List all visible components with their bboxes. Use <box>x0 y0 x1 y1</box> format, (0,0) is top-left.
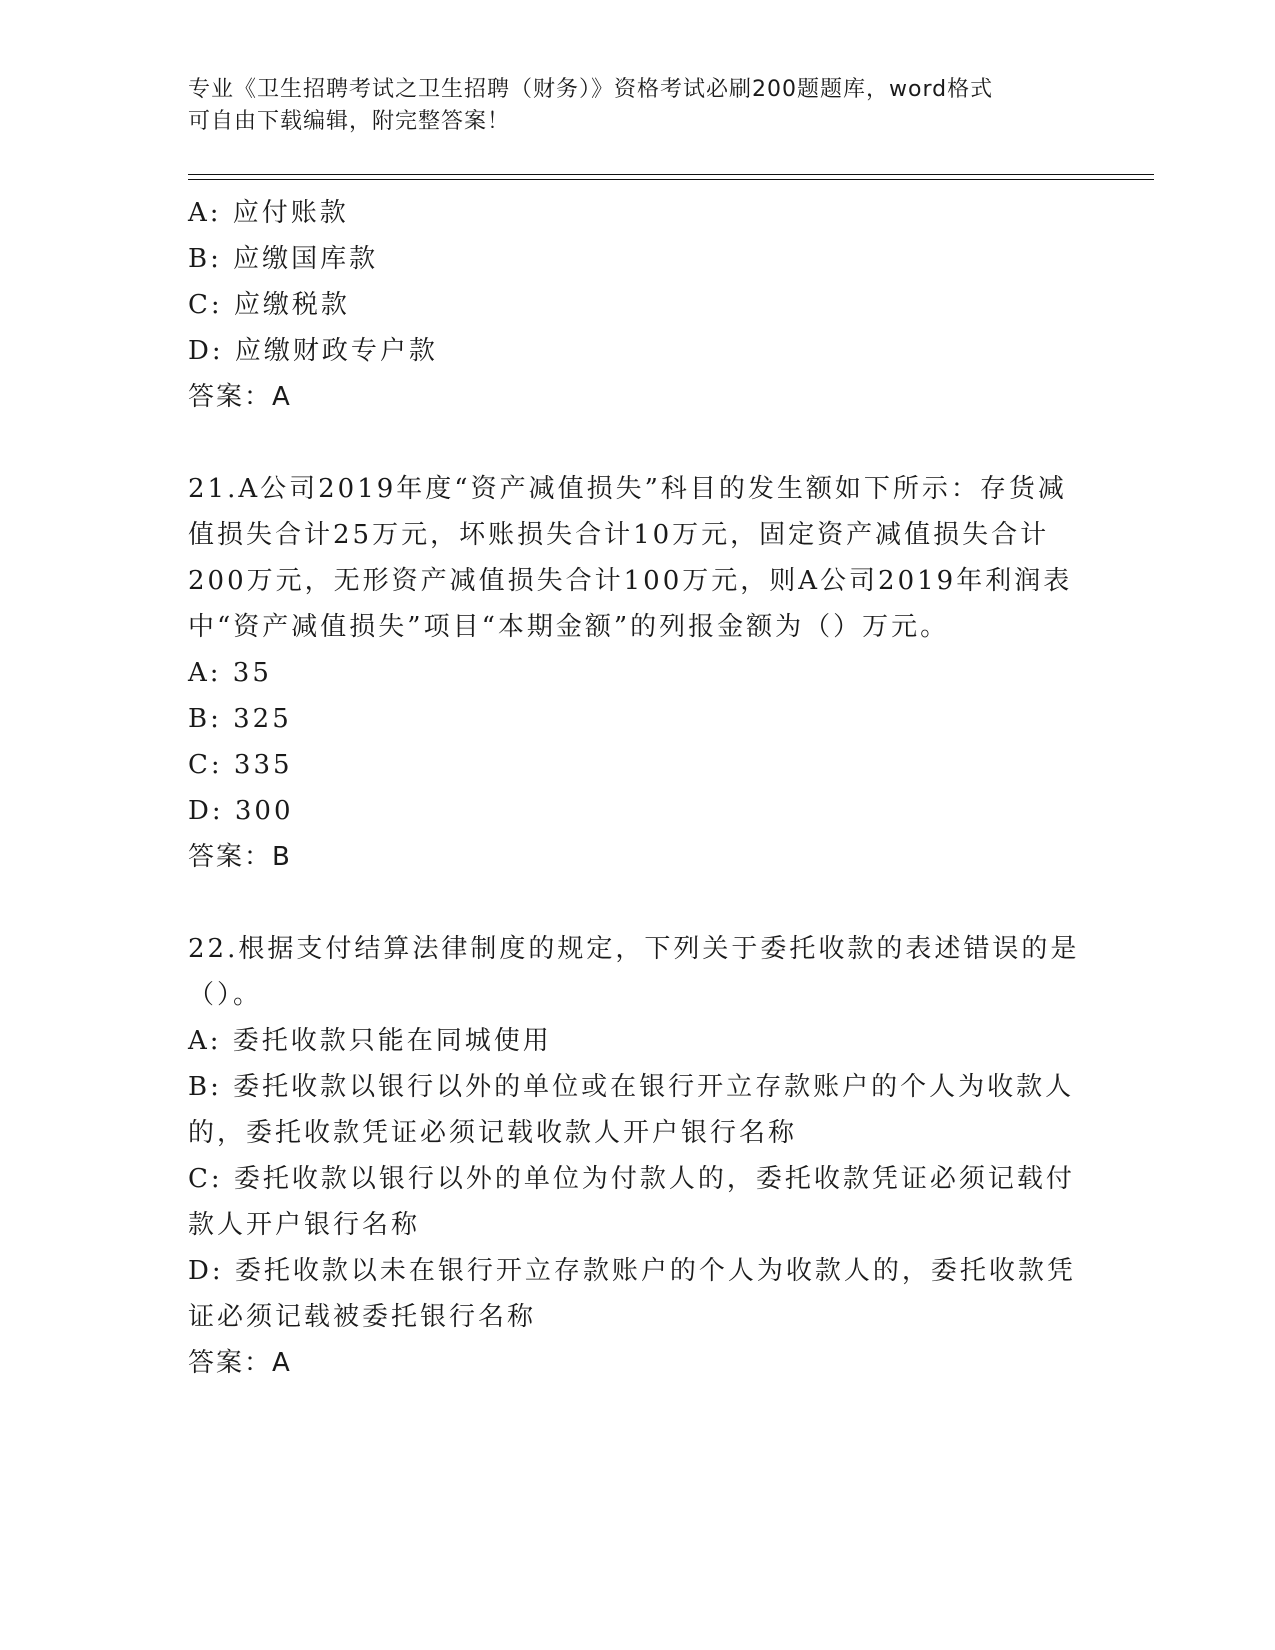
option-b-line-1: B: 委托收款以银行以外的单位或在银行开立存款账户的个人为收款人 <box>188 1072 1075 1102</box>
question-stem-line: 200万元，无形资产减值损失合计100万元，则A公司2019年利润表 <box>188 566 1073 596</box>
question-content <box>188 190 1088 1386</box>
question-stem-line: 中“资产减值损失”项目“本期金额”的列报金额为（）万元。 <box>188 612 950 642</box>
question-stem-line: 21.A公司2019年度“资产减值损失”科目的发生额如下所示：存货减 <box>188 474 1067 504</box>
option-d-line-1: D: 委托收款以未在银行开立存款账户的个人为收款人的，委托收款凭 <box>188 1256 1076 1286</box>
answer-line: 答案：A <box>188 1348 292 1378</box>
header-rule-bottom <box>188 179 1154 180</box>
question-22-block <box>188 926 1088 1386</box>
header-line-2: 可自由下载编辑，附完整答案！ <box>188 109 511 134</box>
document-header <box>188 74 1068 138</box>
question-20-block <box>188 190 1088 420</box>
option-c-line-2: 款人开户银行名称 <box>188 1210 421 1240</box>
spacer <box>188 880 1088 926</box>
option-b: B: 应缴国库款 <box>188 244 379 274</box>
answer-line: 答案：A <box>188 382 292 412</box>
question-stem-line: （）。 <box>188 980 263 1010</box>
option-d-line-2: 证必须记载被委托银行名称 <box>188 1302 537 1332</box>
question-stem-line: 值损失合计25万元，坏账损失合计10万元，固定资产减值损失合计 <box>188 520 1050 550</box>
header-rule-top <box>188 174 1154 175</box>
option-a: A: 应付账款 <box>188 198 349 228</box>
option-a: A: 委托收款只能在同城使用 <box>188 1026 552 1056</box>
spacer <box>188 420 1088 466</box>
option-c-line-1: C: 委托收款以银行以外的单位为付款人的，委托收款凭证必须记载付 <box>188 1164 1075 1194</box>
option-d: D: 应缴财政专户款 <box>188 336 438 366</box>
option-b: B: 325 <box>188 704 292 734</box>
question-21-block <box>188 466 1088 880</box>
option-b-line-2: 的，委托收款凭证必须记载收款人开户银行名称 <box>188 1118 798 1148</box>
option-c: C: 335 <box>188 750 293 780</box>
option-c: C: 应缴税款 <box>188 290 350 320</box>
option-a: A: 35 <box>188 658 272 688</box>
question-stem-line: 22.根据支付结算法律制度的规定，下列关于委托收款的表述错误的是 <box>188 934 1080 964</box>
option-d: D: 300 <box>188 796 294 826</box>
answer-line: 答案：B <box>188 842 292 872</box>
header-line-1: 专业《卫生招聘考试之卫生招聘（财务）》资格考试必刷200题题库，word格式 <box>188 77 994 102</box>
